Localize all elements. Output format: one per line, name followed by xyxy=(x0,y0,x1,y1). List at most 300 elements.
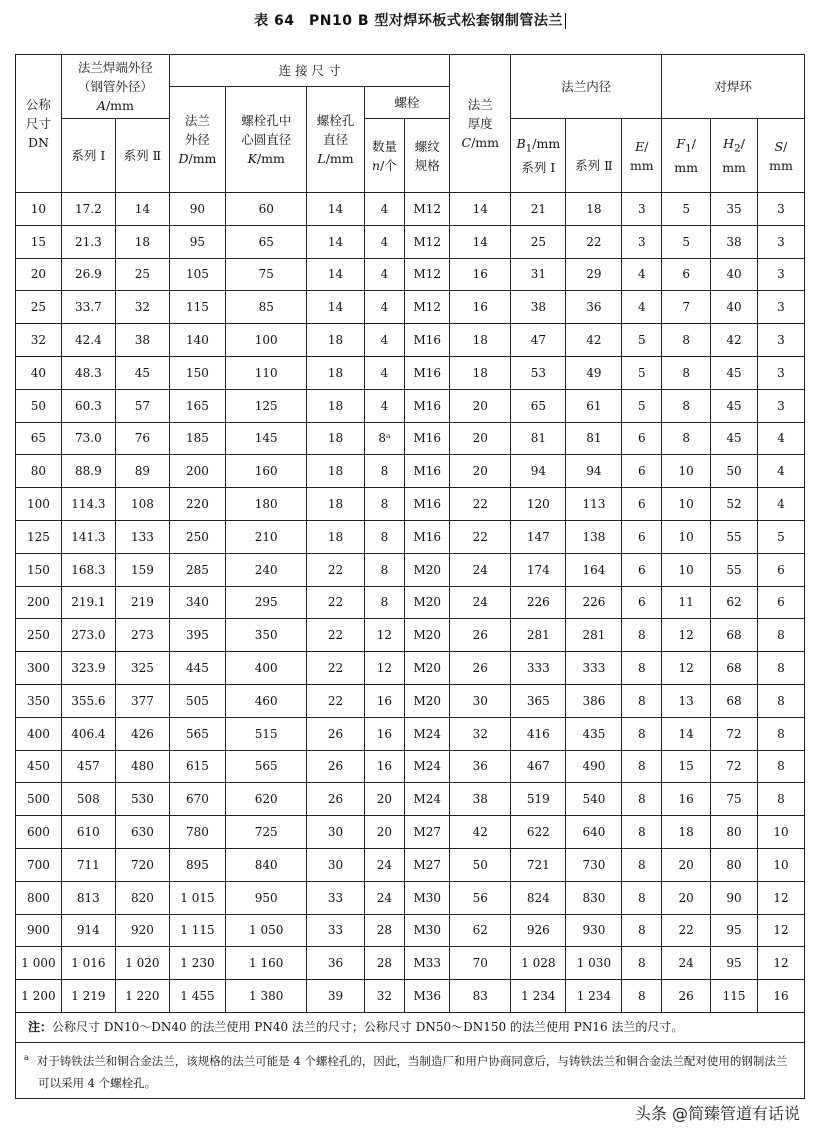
table-cell: 38 xyxy=(450,783,511,816)
table-cell: 219.1 xyxy=(61,586,115,619)
table-cell: 450 xyxy=(16,750,62,783)
table-cell: 28 xyxy=(364,947,405,980)
table-cell: M12 xyxy=(405,193,450,226)
table-cell: 824 xyxy=(511,881,566,914)
table-cell: 8 xyxy=(622,881,662,914)
table-cell: 125 xyxy=(16,520,62,553)
table-cell: 25 xyxy=(511,225,566,258)
header-s: S/ mm xyxy=(757,119,804,193)
table-cell: 68 xyxy=(711,684,758,717)
table-cell: 70 xyxy=(450,947,511,980)
table-cell: 150 xyxy=(16,553,62,586)
table-cell: 20 xyxy=(450,422,511,455)
table-row xyxy=(16,356,805,389)
table-cell: 600 xyxy=(16,816,62,849)
table-cell: 406.4 xyxy=(61,717,115,750)
table-cell: 20 xyxy=(364,816,405,849)
table-cell: 519 xyxy=(511,783,566,816)
table-cell: M30 xyxy=(405,914,450,947)
table-cell: 500 xyxy=(16,783,62,816)
table-cell: 725 xyxy=(225,816,307,849)
table-row xyxy=(16,914,805,947)
table-cell: M16 xyxy=(405,356,450,389)
table-cell: 114.3 xyxy=(61,488,115,521)
table-cell: 830 xyxy=(566,881,622,914)
table-cell: 18 xyxy=(307,324,364,357)
table-cell: 1 200 xyxy=(16,980,62,1013)
table-cell: 20 xyxy=(450,389,511,422)
table-cell: 11 xyxy=(662,586,711,619)
table-cell: 80 xyxy=(16,455,62,488)
table-cell: 30 xyxy=(450,684,511,717)
table-cell: 895 xyxy=(169,848,225,881)
table-cell: 8 xyxy=(757,783,804,816)
table-cell: 620 xyxy=(225,783,307,816)
table-cell: 1 015 xyxy=(169,881,225,914)
table-cell: 36 xyxy=(450,750,511,783)
table-cell: 10 xyxy=(662,520,711,553)
table-cell: 210 xyxy=(225,520,307,553)
table-cell: 5 xyxy=(662,193,711,226)
table-cell: 12 xyxy=(364,619,405,652)
table-row xyxy=(16,258,805,291)
table-cell: 480 xyxy=(115,750,169,783)
table-cell: M30 xyxy=(405,881,450,914)
table-cell: 18 xyxy=(662,816,711,849)
table-cell: 4 xyxy=(364,356,405,389)
table-cell: 18 xyxy=(307,520,364,553)
table-cell: 95 xyxy=(711,947,758,980)
table-cell: M27 xyxy=(405,848,450,881)
table-cell: 47 xyxy=(511,324,566,357)
table-cell: 350 xyxy=(225,619,307,652)
header-flange-od: 法兰 外径 D/mm xyxy=(169,87,225,193)
table-cell: 200 xyxy=(169,455,225,488)
table-cell: 508 xyxy=(61,783,115,816)
table-cell: 300 xyxy=(16,652,62,685)
table-cell: 61 xyxy=(566,389,622,422)
table-cell: 18 xyxy=(450,356,511,389)
table-cell: 400 xyxy=(16,717,62,750)
table-cell: 6 xyxy=(757,553,804,586)
table-cell: 3 xyxy=(757,291,804,324)
table-cell: 141.3 xyxy=(61,520,115,553)
table-cell: 3 xyxy=(757,225,804,258)
table-cell: 285 xyxy=(169,553,225,586)
table-cell: 95 xyxy=(169,225,225,258)
table-cell: 8 xyxy=(757,717,804,750)
table-cell: 333 xyxy=(566,652,622,685)
table-cell: 395 xyxy=(169,619,225,652)
table-row xyxy=(16,750,805,783)
table-cell: 12 xyxy=(662,619,711,652)
table-cell: 32 xyxy=(16,324,62,357)
table-cell: 22 xyxy=(307,586,364,619)
table-cell: 8 xyxy=(622,980,662,1013)
table-cell: 57 xyxy=(115,389,169,422)
table-cell: 55 xyxy=(711,520,758,553)
table-cell: 140 xyxy=(169,324,225,357)
table-cell: 20 xyxy=(662,881,711,914)
table-cell: 38 xyxy=(115,324,169,357)
table-cell: 8 xyxy=(757,652,804,685)
table-cell: 273.0 xyxy=(61,619,115,652)
table-cell: 10 xyxy=(757,848,804,881)
table-cell: 22 xyxy=(450,488,511,521)
table-cell: 12 xyxy=(757,881,804,914)
table-cell: 6 xyxy=(622,586,662,619)
table-cell: 28 xyxy=(364,914,405,947)
table-cell: 159 xyxy=(115,553,169,586)
table-cell: 120 xyxy=(511,488,566,521)
table-cell: 18 xyxy=(307,422,364,455)
table-cell: 1 000 xyxy=(16,947,62,980)
table-cell: 26 xyxy=(307,783,364,816)
table-cell: 8 xyxy=(662,356,711,389)
table-cell: 240 xyxy=(225,553,307,586)
header-b1-series-1: $B_1/mm$ 系列 Ⅰ xyxy=(511,119,566,193)
table-cell: 30 xyxy=(307,816,364,849)
table-cell: 22 xyxy=(307,652,364,685)
table-cell: 22 xyxy=(307,684,364,717)
table-cell: 1 234 xyxy=(511,980,566,1013)
table-cell: 90 xyxy=(169,193,225,226)
table-cell: M24 xyxy=(405,717,450,750)
table-cell: 108 xyxy=(115,488,169,521)
table-cell: M12 xyxy=(405,291,450,324)
table-cell: 25 xyxy=(16,291,62,324)
table-cell: 950 xyxy=(225,881,307,914)
table-cell: 6 xyxy=(662,258,711,291)
table-cell: 22 xyxy=(662,914,711,947)
table-cell: 355.6 xyxy=(61,684,115,717)
header-dn: 公称 尺寸 DN xyxy=(16,55,62,193)
table-row xyxy=(16,488,805,521)
table-cell: 33 xyxy=(307,914,364,947)
table-cell: 18 xyxy=(115,225,169,258)
table-cell: 8 xyxy=(757,750,804,783)
table-cell: 80 xyxy=(711,848,758,881)
table-cell: 1 030 xyxy=(566,947,622,980)
table-cell: 24 xyxy=(364,881,405,914)
table-cell: 65 xyxy=(16,422,62,455)
table-cell: 780 xyxy=(169,816,225,849)
table-cell: 8 xyxy=(622,816,662,849)
table-row xyxy=(16,881,805,914)
table-cell: 62 xyxy=(450,914,511,947)
table-cell: 20 xyxy=(662,848,711,881)
table-cell: 90 xyxy=(711,881,758,914)
table-cell: 26.9 xyxy=(61,258,115,291)
header-series-2: 系列 Ⅱ xyxy=(115,119,169,193)
table-cell: 180 xyxy=(225,488,307,521)
table-cell: 12 xyxy=(662,652,711,685)
table-cell: 45 xyxy=(711,422,758,455)
table-cell: 6 xyxy=(622,520,662,553)
table-cell: 22 xyxy=(450,520,511,553)
table-cell: 75 xyxy=(225,258,307,291)
table-cell: M16 xyxy=(405,324,450,357)
table-cell: 4 xyxy=(364,291,405,324)
table-cell: 1 115 xyxy=(169,914,225,947)
header-bolt-hole: 螺栓孔 直径 L/mm xyxy=(307,87,364,193)
table-row xyxy=(16,816,805,849)
table-cell: 820 xyxy=(115,881,169,914)
table-cell: 200 xyxy=(16,586,62,619)
table-row xyxy=(16,947,805,980)
table-cell: 20 xyxy=(16,258,62,291)
table-cell: M12 xyxy=(405,258,450,291)
table-cell: 115 xyxy=(169,291,225,324)
table-cell: 26 xyxy=(662,980,711,1013)
table-cell: M20 xyxy=(405,684,450,717)
table-cell: 467 xyxy=(511,750,566,783)
table-cell: 8 xyxy=(622,684,662,717)
table-cell: 50 xyxy=(450,848,511,881)
table-cell: 926 xyxy=(511,914,566,947)
header-f1: $F_1/$ mm xyxy=(662,119,711,193)
table-cell: 10 xyxy=(662,553,711,586)
table-cell: 60.3 xyxy=(61,389,115,422)
table-cell: 16 xyxy=(364,684,405,717)
table-footnote: $^a$ 对于铸铁法兰和铜合金法兰，该规格的法兰可能是 4 个螺栓孔的，因此，当制造厂和用户协商同意后，与铸铁法兰和铜合金法兰配对使用的钢制法兰可以采用 4 个螺栓孔。 xyxy=(16,1042,805,1098)
table-cell: 250 xyxy=(169,520,225,553)
table-cell: 32 xyxy=(450,717,511,750)
table-cell: 65 xyxy=(511,389,566,422)
table-row xyxy=(16,980,805,1013)
table-cell: 35 xyxy=(711,193,758,226)
table-cell: M24 xyxy=(405,783,450,816)
table-cell: 18 xyxy=(307,356,364,389)
table-cell: 930 xyxy=(566,914,622,947)
table-cell: 40 xyxy=(16,356,62,389)
table-cell: 48.3 xyxy=(61,356,115,389)
table-row xyxy=(16,324,805,357)
table-cell: 3 xyxy=(622,193,662,226)
table-cell: 4 xyxy=(364,324,405,357)
table-cell: 630 xyxy=(115,816,169,849)
table-cell: 68 xyxy=(711,652,758,685)
table-cell: M16 xyxy=(405,488,450,521)
table-cell: 340 xyxy=(169,586,225,619)
table-cell: 12 xyxy=(757,947,804,980)
table-cell: 8 xyxy=(364,455,405,488)
table-cell: 540 xyxy=(566,783,622,816)
header-series-1: 系列 Ⅰ xyxy=(61,119,115,193)
table-cell: 4 xyxy=(622,258,662,291)
table-cell: 1 160 xyxy=(225,947,307,980)
table-row xyxy=(16,848,805,881)
table-cell: 530 xyxy=(115,783,169,816)
table-cell: 505 xyxy=(169,684,225,717)
table-cell: 81 xyxy=(511,422,566,455)
table-cell: 20 xyxy=(364,783,405,816)
table-cell: 840 xyxy=(225,848,307,881)
table-cell: 6 xyxy=(622,553,662,586)
table-cell: 8 xyxy=(757,684,804,717)
table-cell: M20 xyxy=(405,586,450,619)
table-cell: 730 xyxy=(566,848,622,881)
table-cell: M20 xyxy=(405,652,450,685)
table-cell: 38 xyxy=(711,225,758,258)
table-cell: M16 xyxy=(405,520,450,553)
table-cell: 6 xyxy=(622,488,662,521)
table-cell: 50 xyxy=(711,455,758,488)
table-cell: 45 xyxy=(115,356,169,389)
table-cell: 85 xyxy=(225,291,307,324)
table-cell: 18 xyxy=(307,455,364,488)
table-cell: 226 xyxy=(566,586,622,619)
table-cell: 100 xyxy=(225,324,307,357)
table-cell: 53 xyxy=(511,356,566,389)
table-cell: 8 xyxy=(622,750,662,783)
table-cell: 12 xyxy=(757,914,804,947)
table-cell: 16 xyxy=(662,783,711,816)
table-row xyxy=(16,193,805,226)
table-cell: 4 xyxy=(757,455,804,488)
header-bolt-qty: 数量 n/个 xyxy=(364,119,405,193)
header-e: E/ mm xyxy=(622,119,662,193)
table-cell: 33.7 xyxy=(61,291,115,324)
table-row xyxy=(16,717,805,750)
table-cell: 174 xyxy=(511,553,566,586)
table-cell: 62 xyxy=(711,586,758,619)
table-cell: 720 xyxy=(115,848,169,881)
table-cell: 800 xyxy=(16,881,62,914)
table-cell: 50 xyxy=(16,389,62,422)
table-cell: 8 xyxy=(622,652,662,685)
table-cell: 45 xyxy=(711,356,758,389)
table-cell: 8 xyxy=(364,553,405,586)
table-cell: 110 xyxy=(225,356,307,389)
table-cell: 219 xyxy=(115,586,169,619)
table-cell: 325 xyxy=(115,652,169,685)
table-cell: 3 xyxy=(757,258,804,291)
table-cell: 22 xyxy=(307,553,364,586)
table-cell: 3 xyxy=(757,324,804,357)
table-cell: 515 xyxy=(225,717,307,750)
table-cell: 52 xyxy=(711,488,758,521)
table-cell: 164 xyxy=(566,553,622,586)
table-cell: 900 xyxy=(16,914,62,947)
table-cell: 400 xyxy=(225,652,307,685)
table-cell: 10 xyxy=(757,816,804,849)
table-cell: 460 xyxy=(225,684,307,717)
table-cell: 29 xyxy=(566,258,622,291)
table-cell: 350 xyxy=(16,684,62,717)
table-cell: 435 xyxy=(566,717,622,750)
table-cell: 18 xyxy=(450,324,511,357)
header-outer-diameter: 法兰焊端外径 （钢管外径） A/mm xyxy=(61,55,169,119)
table-cell: 24 xyxy=(450,553,511,586)
table-cell: 640 xyxy=(566,816,622,849)
table-cell: 295 xyxy=(225,586,307,619)
table-cell: 15 xyxy=(16,225,62,258)
header-bolt-spec: 螺纹 规格 xyxy=(405,119,450,193)
table-row xyxy=(16,619,805,652)
table-row xyxy=(16,291,805,324)
watermark: 头条 @简臻管道有话说 xyxy=(631,1099,804,1126)
table-cell: 4 xyxy=(757,488,804,521)
table-cell: 4 xyxy=(364,389,405,422)
table-cell: 80 xyxy=(711,816,758,849)
table-cell: 1 050 xyxy=(225,914,307,947)
table-cell: 21.3 xyxy=(61,225,115,258)
table-cell: 22 xyxy=(566,225,622,258)
table-cell: 25 xyxy=(115,258,169,291)
header-weld-ring: 对焊环 xyxy=(662,55,805,119)
table-cell: 8 xyxy=(662,422,711,455)
table-row xyxy=(16,389,805,422)
table-cell: 4 xyxy=(622,291,662,324)
table-cell: 365 xyxy=(511,684,566,717)
table-cell: 565 xyxy=(169,717,225,750)
table-cell: 133 xyxy=(115,520,169,553)
table-cell: 1 028 xyxy=(511,947,566,980)
table-cell: 610 xyxy=(61,816,115,849)
table-cell: 17.2 xyxy=(61,193,115,226)
table-cell: 42 xyxy=(450,816,511,849)
table-cell: 95 xyxy=(711,914,758,947)
table-cell: 83 xyxy=(450,980,511,1013)
table-cell: 10 xyxy=(662,455,711,488)
table-cell: 8 xyxy=(757,619,804,652)
table-cell: 26 xyxy=(307,717,364,750)
table-cell: 8 xyxy=(622,848,662,881)
table-cell: 125 xyxy=(225,389,307,422)
table-cell: 10 xyxy=(16,193,62,226)
table-cell: 22 xyxy=(307,619,364,652)
table-cell: 94 xyxy=(511,455,566,488)
table-cell: 1 380 xyxy=(225,980,307,1013)
table-title: 表 64 PN10 B 型对焊环板式松套钢制管法兰 xyxy=(0,10,820,30)
table-cell: 105 xyxy=(169,258,225,291)
table-cell: 7 xyxy=(662,291,711,324)
table-cell: 12 xyxy=(364,652,405,685)
table-cell: 18 xyxy=(307,488,364,521)
table-cell: 3 xyxy=(757,389,804,422)
table-cell: M24 xyxy=(405,750,450,783)
table-cell: 1 020 xyxy=(115,947,169,980)
table-cell: 14 xyxy=(307,258,364,291)
table-cell: 813 xyxy=(61,881,115,914)
header-bolt-circle: 螺栓孔中 心圆直径 K/mm xyxy=(225,87,307,193)
table-cell: 1 455 xyxy=(169,980,225,1013)
table-cell: 168.3 xyxy=(61,553,115,586)
table-cell: 1 016 xyxy=(61,947,115,980)
table-cell: 36 xyxy=(307,947,364,980)
table-cell: 185 xyxy=(169,422,225,455)
table-cell: 14 xyxy=(662,717,711,750)
table-cell: M12 xyxy=(405,225,450,258)
table-cell: 1 219 xyxy=(61,980,115,1013)
table-cell: 386 xyxy=(566,684,622,717)
table-cell: 32 xyxy=(364,980,405,1013)
table-cell: 6 xyxy=(622,455,662,488)
table-cell: 88.9 xyxy=(61,455,115,488)
table-cell: 622 xyxy=(511,816,566,849)
table-cell: 18 xyxy=(566,193,622,226)
table-cell: 42.4 xyxy=(61,324,115,357)
table-cell: 20 xyxy=(450,455,511,488)
table-cell: 147 xyxy=(511,520,566,553)
table-cell: 33 xyxy=(307,881,364,914)
table-cell: 5 xyxy=(622,324,662,357)
table-cell: 281 xyxy=(566,619,622,652)
table-cell: 1 234 xyxy=(566,980,622,1013)
table-row xyxy=(16,684,805,717)
table-cell: 145 xyxy=(225,422,307,455)
